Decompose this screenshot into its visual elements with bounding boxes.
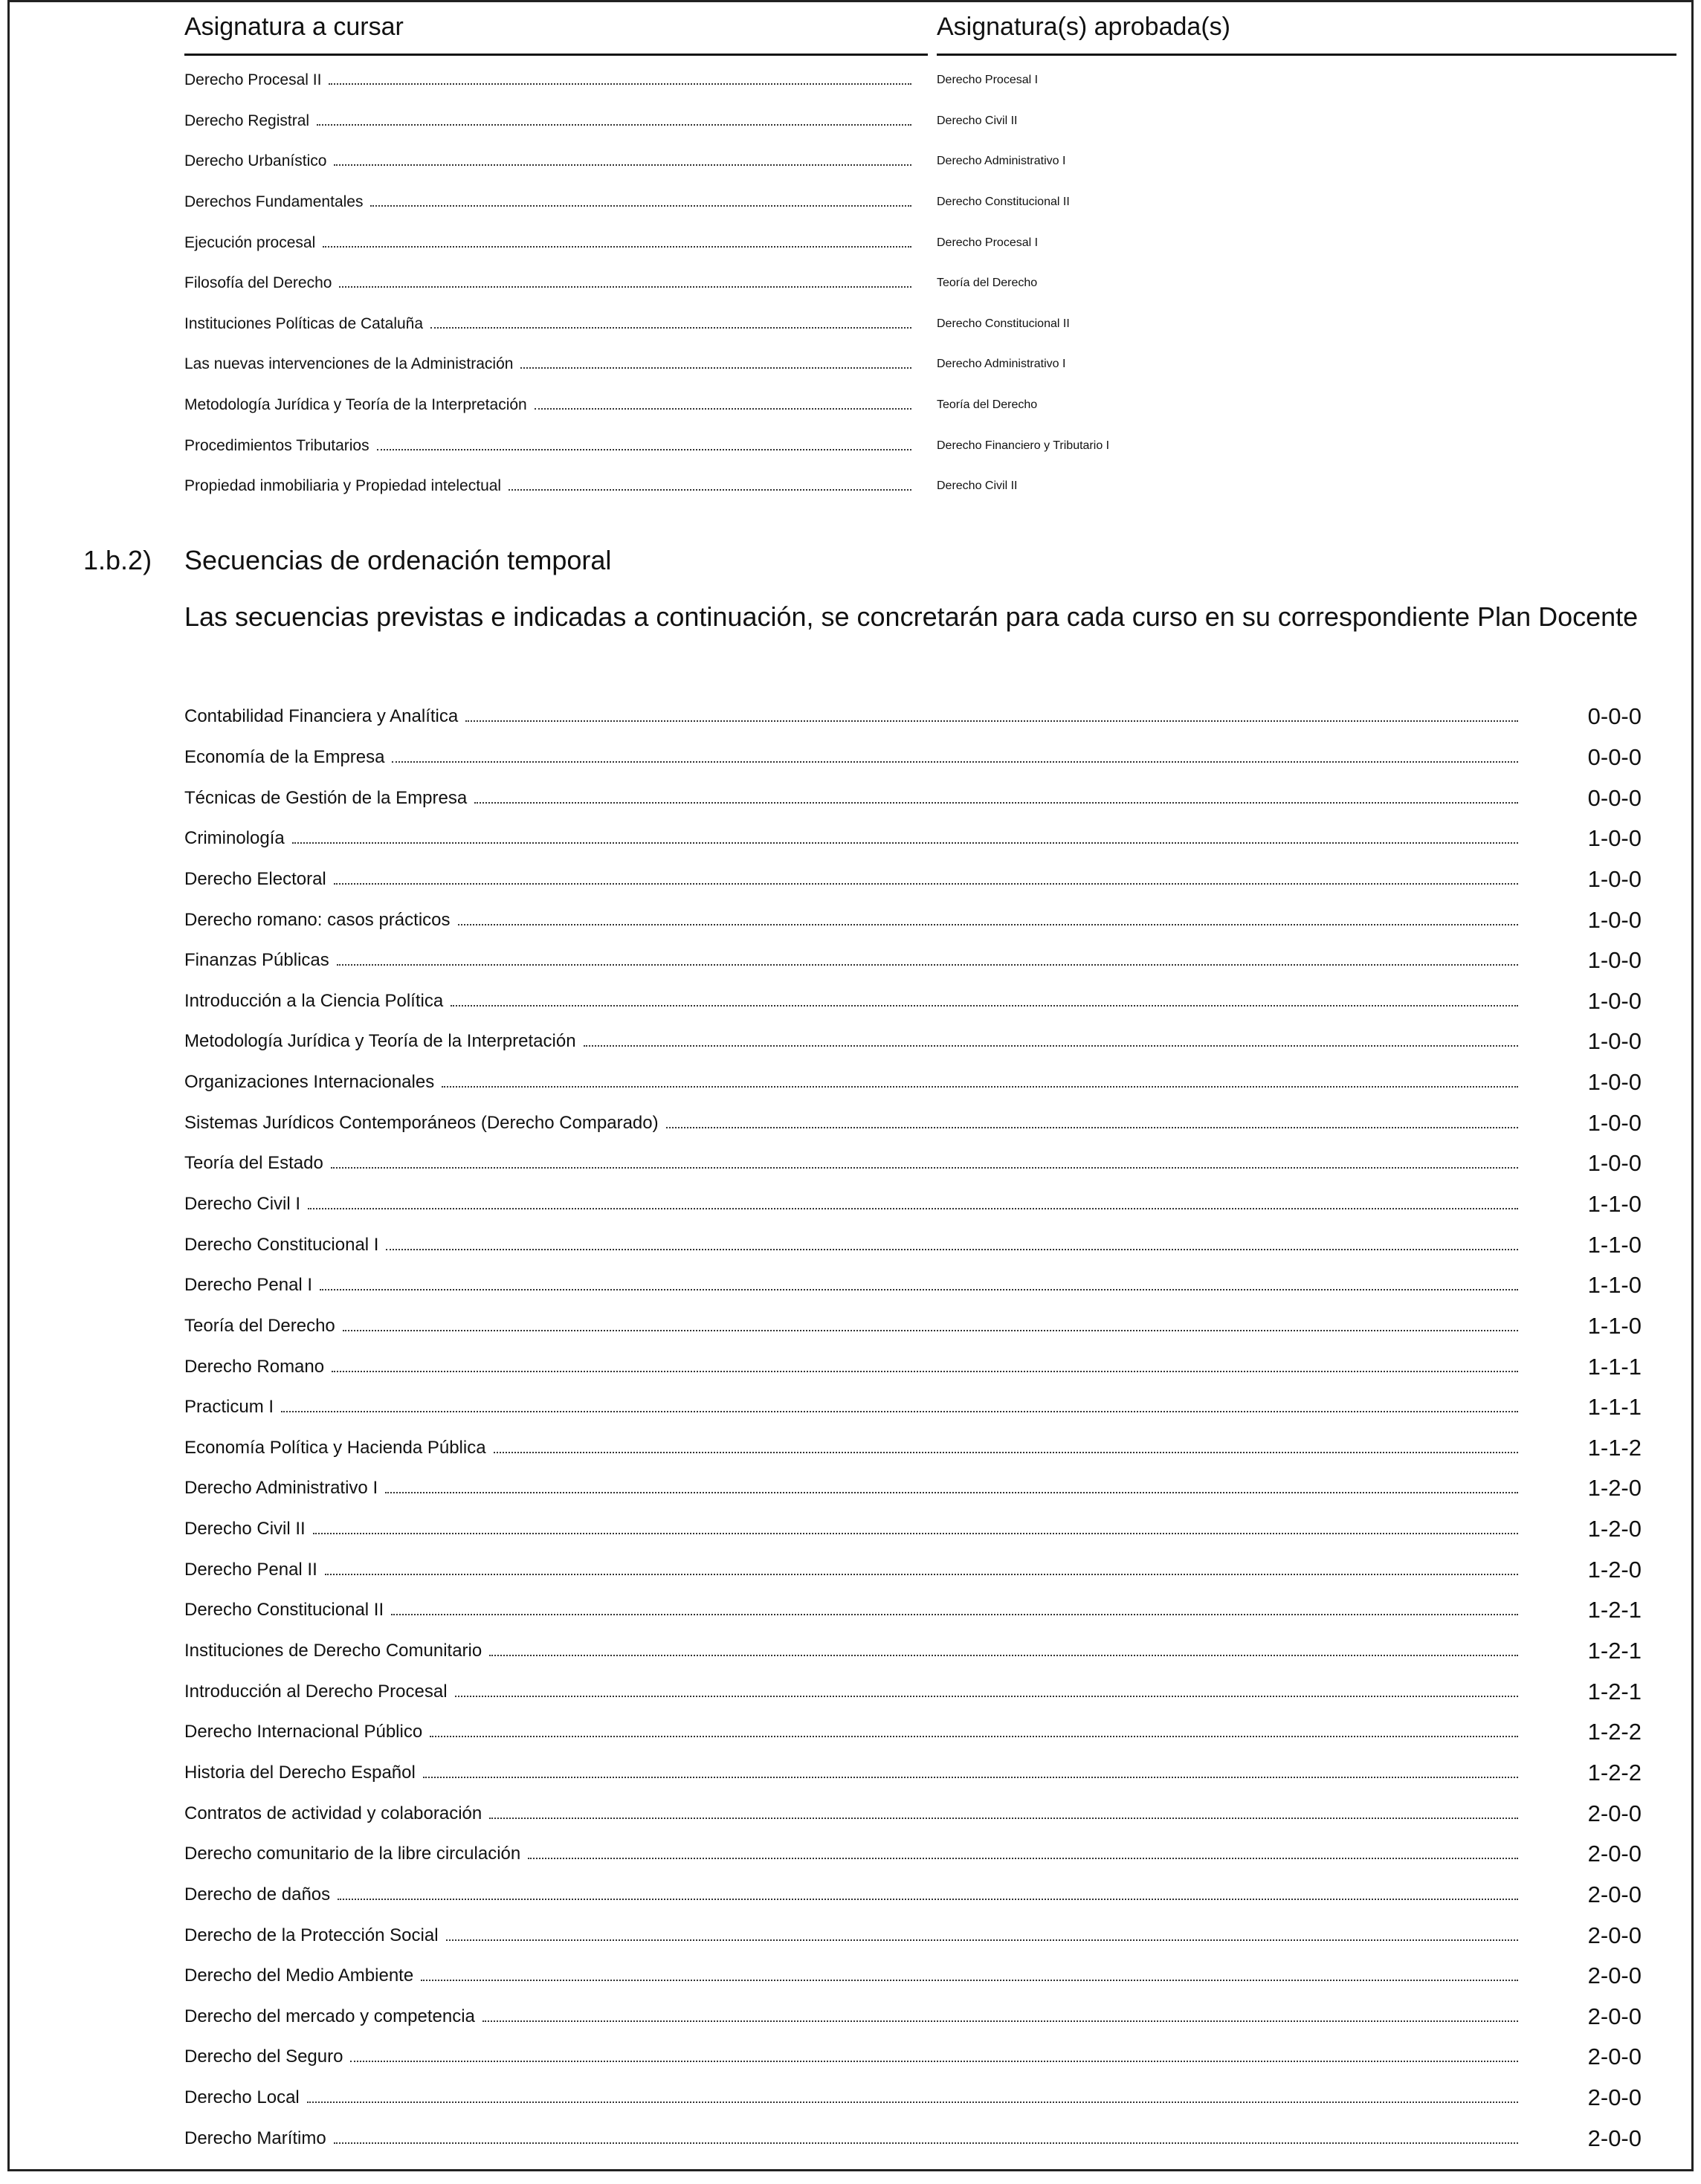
sequence-code: 2-0-0 — [1587, 1800, 1642, 1826]
sequence-row — [184, 899, 1642, 940]
sequence-code: 0-0-0 — [1587, 703, 1642, 730]
sequence-subject: Introducción a la Ciencia Política — [184, 990, 444, 1011]
dot-leader — [520, 367, 911, 369]
sequence-row — [184, 1671, 1642, 1712]
column-header-approved-subjects: Asignatura(s) aprobada(s) — [937, 12, 1676, 56]
sequence-row — [184, 818, 1642, 859]
dot-leader — [325, 1574, 1518, 1575]
dot-leader — [465, 720, 1518, 722]
sequence-subject: Practicum I — [184, 1397, 274, 1418]
prerequisite-row — [184, 385, 1642, 426]
approved-subject: Derecho Financiero y Tributario I — [937, 439, 1110, 452]
sequence-row — [184, 1631, 1642, 1672]
sequence-row — [184, 1915, 1642, 1956]
dot-leader — [313, 1533, 1518, 1534]
sequence-row — [184, 2037, 1642, 2078]
sequence-subject: Derecho Constitucional II — [184, 1600, 384, 1621]
dot-leader — [442, 1086, 1518, 1088]
sequence-code: 1-1-2 — [1587, 1434, 1642, 1461]
dot-leader — [509, 489, 911, 491]
prerequisite-row — [184, 141, 1642, 182]
sequence-row — [184, 2078, 1642, 2119]
dot-leader — [528, 1858, 1518, 1859]
sequence-code: 1-2-1 — [1587, 1597, 1642, 1624]
sequence-subject: Contabilidad Financiera y Analítica — [184, 706, 459, 727]
sequence-subject: Derecho Romano — [184, 1356, 325, 1377]
dot-leader — [489, 1818, 1518, 1819]
sequence-code: 1-1-1 — [1587, 1394, 1642, 1421]
prerequisite-list — [184, 60, 1642, 507]
sequence-row — [184, 1143, 1642, 1184]
sequence-row — [184, 1062, 1642, 1103]
dot-leader — [458, 924, 1519, 925]
approved-subject: Derecho Civil II — [937, 114, 1018, 127]
sequence-row — [184, 1875, 1642, 1916]
dot-leader — [494, 1452, 1518, 1453]
dot-leader — [446, 1939, 1518, 1941]
page-frame-right — [1691, 0, 1694, 2171]
subject-to-take: Ejecución procesal — [184, 233, 316, 251]
sequence-subject: Organizaciones Internacionales — [184, 1072, 435, 1093]
section-title: Secuencias de ordenación temporal — [184, 545, 612, 575]
sequence-row — [184, 1428, 1642, 1469]
sequence-row — [184, 2118, 1642, 2159]
approved-subject: Derecho Administrativo I — [937, 155, 1066, 168]
sequence-row — [184, 1346, 1642, 1387]
dot-leader — [323, 246, 911, 248]
dot-leader — [320, 1289, 1518, 1290]
prerequisite-row — [184, 263, 1642, 304]
sequence-row — [184, 980, 1642, 1021]
sequence-row — [184, 1753, 1642, 1794]
sequence-code: 1-0-0 — [1587, 1028, 1642, 1055]
sequence-code: 1-2-0 — [1587, 1516, 1642, 1542]
sequence-subject: Introducción al Derecho Procesal — [184, 1681, 448, 1702]
sequence-code: 1-0-0 — [1587, 1150, 1642, 1177]
dot-leader — [666, 1127, 1518, 1128]
sequence-code: 2-0-0 — [1587, 1841, 1642, 1867]
dot-leader — [391, 1614, 1518, 1615]
sequence-subject: Economía de la Empresa — [184, 746, 385, 767]
sequence-subject: Derecho de la Protección Social — [184, 1925, 439, 1945]
dot-leader — [423, 1777, 1518, 1778]
sequence-code: 1-2-2 — [1587, 1719, 1642, 1745]
approved-subject: Derecho Administrativo I — [937, 358, 1066, 371]
dot-leader — [474, 802, 1518, 804]
sequence-subject: Teoría del Derecho — [184, 1315, 335, 1336]
dot-leader — [307, 2101, 1518, 2103]
approved-subject: Derecho Civil II — [937, 479, 1018, 493]
approved-subject: Derecho Constitucional II — [937, 317, 1070, 330]
subject-to-take: Derecho Procesal II — [184, 71, 322, 89]
sequence-row — [184, 1387, 1642, 1428]
sequence-subject: Derecho Local — [184, 2087, 300, 2108]
prerequisite-row — [184, 101, 1642, 142]
approved-subject: Teoría del Derecho — [937, 398, 1038, 412]
sequence-code: 2-0-0 — [1587, 2084, 1642, 2111]
dot-leader — [482, 2020, 1518, 2022]
dot-leader — [370, 205, 911, 207]
sequence-code: 1-0-0 — [1587, 1069, 1642, 1096]
sequence-row — [184, 1184, 1642, 1225]
sequence-row — [184, 940, 1642, 981]
sequence-code: 1-2-0 — [1587, 1556, 1642, 1583]
sequence-row — [184, 1102, 1642, 1143]
dot-leader — [421, 1980, 1518, 1981]
subject-to-take: Derechos Fundamentales — [184, 193, 364, 211]
dot-leader — [334, 2142, 1518, 2144]
subject-to-take: Derecho Registral — [184, 112, 310, 129]
sequence-subject: Derecho Penal I — [184, 1275, 313, 1296]
subject-to-take: Propiedad inmobiliaria y Propiedad intelectual — [184, 477, 502, 495]
sequence-row — [184, 859, 1642, 900]
sequence-code: 1-0-0 — [1587, 906, 1642, 933]
dot-leader — [430, 327, 911, 329]
dot-leader — [334, 883, 1518, 885]
sequence-row — [184, 778, 1642, 818]
page-frame-left — [7, 0, 10, 2171]
sequence-subject: Metodología Jurídica y Teoría de la Interpretación — [184, 1031, 576, 1052]
sequence-subject: Derecho del mercado y competencia — [184, 2006, 475, 2026]
dot-leader — [343, 1330, 1518, 1331]
prerequisite-row — [184, 466, 1642, 507]
sequence-code: 1-0-0 — [1587, 1109, 1642, 1136]
dot-leader — [339, 286, 911, 288]
sequence-code: 1-2-2 — [1587, 1759, 1642, 1786]
dot-leader — [292, 842, 1518, 844]
dot-leader — [451, 1005, 1518, 1007]
sequence-code: 0-0-0 — [1587, 743, 1642, 770]
sequence-code: 1-1-0 — [1587, 1231, 1642, 1258]
sequence-code: 1-1-1 — [1587, 1353, 1642, 1380]
sequence-row — [184, 1793, 1642, 1834]
subject-to-take: Metodología Jurídica y Teoría de la Interpretación — [184, 396, 527, 414]
sequence-code: 1-0-0 — [1587, 987, 1642, 1014]
sequence-subject: Derecho Internacional Público — [184, 1722, 423, 1742]
sequence-code: 1-1-0 — [1587, 1312, 1642, 1339]
sequence-code: 2-0-0 — [1587, 1922, 1642, 1948]
sequence-row — [184, 1712, 1642, 1753]
sequence-subject: Derecho del Medio Ambiente — [184, 1965, 414, 1986]
sequence-row — [184, 1306, 1642, 1347]
sequence-code: 1-0-0 — [1587, 825, 1642, 852]
sequence-row — [184, 1224, 1642, 1265]
dot-leader — [308, 1208, 1518, 1209]
sequence-code: 2-0-0 — [1587, 2125, 1642, 2151]
sequence-code: 2-0-0 — [1587, 1962, 1642, 1989]
approved-subject: Derecho Procesal I — [937, 236, 1039, 249]
sequence-subject: Criminología — [184, 828, 285, 849]
sequence-code: 0-0-0 — [1587, 784, 1642, 811]
sequence-row — [184, 1509, 1642, 1550]
sequence-list — [184, 697, 1642, 2159]
sequence-code: 1-2-0 — [1587, 1475, 1642, 1502]
prerequisite-row — [184, 344, 1642, 385]
sequence-row — [184, 1468, 1642, 1509]
sequence-subject: Derecho comunitario de la libre circulación — [184, 1844, 521, 1864]
sequence-code: 1-2-1 — [1587, 1678, 1642, 1705]
sequence-row — [184, 1956, 1642, 1997]
section-number: 1.b.2) — [83, 545, 152, 575]
page-frame-top — [7, 0, 1694, 2]
sequence-subject: Historia del Derecho Español — [184, 1762, 416, 1783]
sequence-subject: Contratos de actividad y colaboración — [184, 1803, 482, 1823]
sequence-row — [184, 697, 1642, 737]
sequence-subject: Derecho Constitucional I — [184, 1234, 379, 1255]
section-intro-paragraph: Las secuencias previstas e indicadas a continuación, se concretarán para cada curso en su correspondiente Plan Docente — [184, 601, 1639, 632]
dot-leader — [392, 761, 1518, 763]
sequence-row — [184, 1590, 1642, 1631]
sequence-subject: Derecho Administrativo I — [184, 1478, 378, 1499]
dot-leader — [584, 1045, 1518, 1047]
dot-leader — [385, 1492, 1518, 1493]
approved-subject: Derecho Procesal I — [937, 74, 1039, 87]
sequence-subject: Derecho Civil II — [184, 1519, 306, 1540]
sequence-subject: Derecho del Seguro — [184, 2046, 343, 2067]
sequence-row — [184, 1265, 1642, 1306]
dot-leader — [281, 1411, 1518, 1412]
dot-leader — [386, 1249, 1518, 1250]
sequence-row — [184, 1834, 1642, 1875]
dot-leader — [430, 1736, 1518, 1737]
sequence-subject: Derecho Civil I — [184, 1194, 301, 1214]
approved-subject: Derecho Constitucional II — [937, 196, 1070, 209]
sequence-subject: Técnicas de Gestión de la Empresa — [184, 787, 468, 808]
sequence-code: 2-0-0 — [1587, 2044, 1642, 2070]
subject-to-take: Instituciones Políticas de Cataluña — [184, 314, 424, 332]
subject-to-take: Las nuevas intervenciones de la Administración — [184, 355, 514, 373]
sequence-code: 1-0-0 — [1587, 865, 1642, 892]
subject-to-take: Derecho Urbanístico — [184, 152, 327, 170]
prerequisite-row — [184, 304, 1642, 345]
dot-leader — [329, 83, 911, 85]
dot-leader — [334, 164, 911, 166]
sequence-subject: Derecho Penal II — [184, 1559, 317, 1580]
subject-to-take: Filosofía del Derecho — [184, 274, 332, 292]
prerequisite-row — [184, 60, 1642, 101]
dot-leader — [338, 1899, 1518, 1900]
sequence-subject: Derecho Marítimo — [184, 2128, 326, 2148]
sequence-code: 1-1-0 — [1587, 1191, 1642, 1217]
dot-leader — [489, 1655, 1518, 1656]
sequence-subject: Teoría del Estado — [184, 1153, 323, 1174]
page-frame-bottom — [7, 2169, 1694, 2171]
dot-leader — [455, 1696, 1518, 1697]
sequence-subject: Sistemas Jurídicos Contemporáneos (Derecho Comparado) — [184, 1112, 659, 1133]
dot-leader — [377, 449, 911, 450]
sequence-code: 2-0-0 — [1587, 1881, 1642, 1907]
dot-leader — [331, 1167, 1518, 1169]
sequence-row — [184, 1997, 1642, 2038]
sequence-row — [184, 1021, 1642, 1062]
prerequisite-row — [184, 425, 1642, 466]
sequence-code: 1-1-0 — [1587, 1272, 1642, 1299]
subject-to-take: Procedimientos Tributarios — [184, 436, 369, 454]
sequence-subject: Instituciones de Derecho Comunitario — [184, 1641, 482, 1661]
sequence-row — [184, 737, 1642, 778]
sequence-row — [184, 1549, 1642, 1590]
sequence-code: 2-0-0 — [1587, 2003, 1642, 2029]
sequence-subject: Derecho de daños — [184, 1884, 331, 1904]
sequence-subject: Economía Política y Hacienda Pública — [184, 1437, 486, 1458]
approved-subject: Teoría del Derecho — [937, 277, 1038, 290]
sequence-subject: Derecho romano: casos prácticos — [184, 909, 451, 930]
dot-leader — [332, 1371, 1518, 1372]
sequence-code: 1-2-1 — [1587, 1638, 1642, 1664]
dot-leader — [337, 964, 1518, 966]
prerequisite-row — [184, 182, 1642, 223]
sequence-subject: Derecho Electoral — [184, 868, 326, 889]
dot-leader — [350, 2061, 1518, 2062]
dot-leader — [535, 408, 911, 410]
dot-leader — [317, 124, 911, 126]
sequence-code: 1-0-0 — [1587, 947, 1642, 974]
sequence-subject: Finanzas Públicas — [184, 950, 329, 971]
column-header-subject-to-take: Asignatura a cursar — [184, 12, 928, 56]
prerequisite-row — [184, 222, 1642, 263]
